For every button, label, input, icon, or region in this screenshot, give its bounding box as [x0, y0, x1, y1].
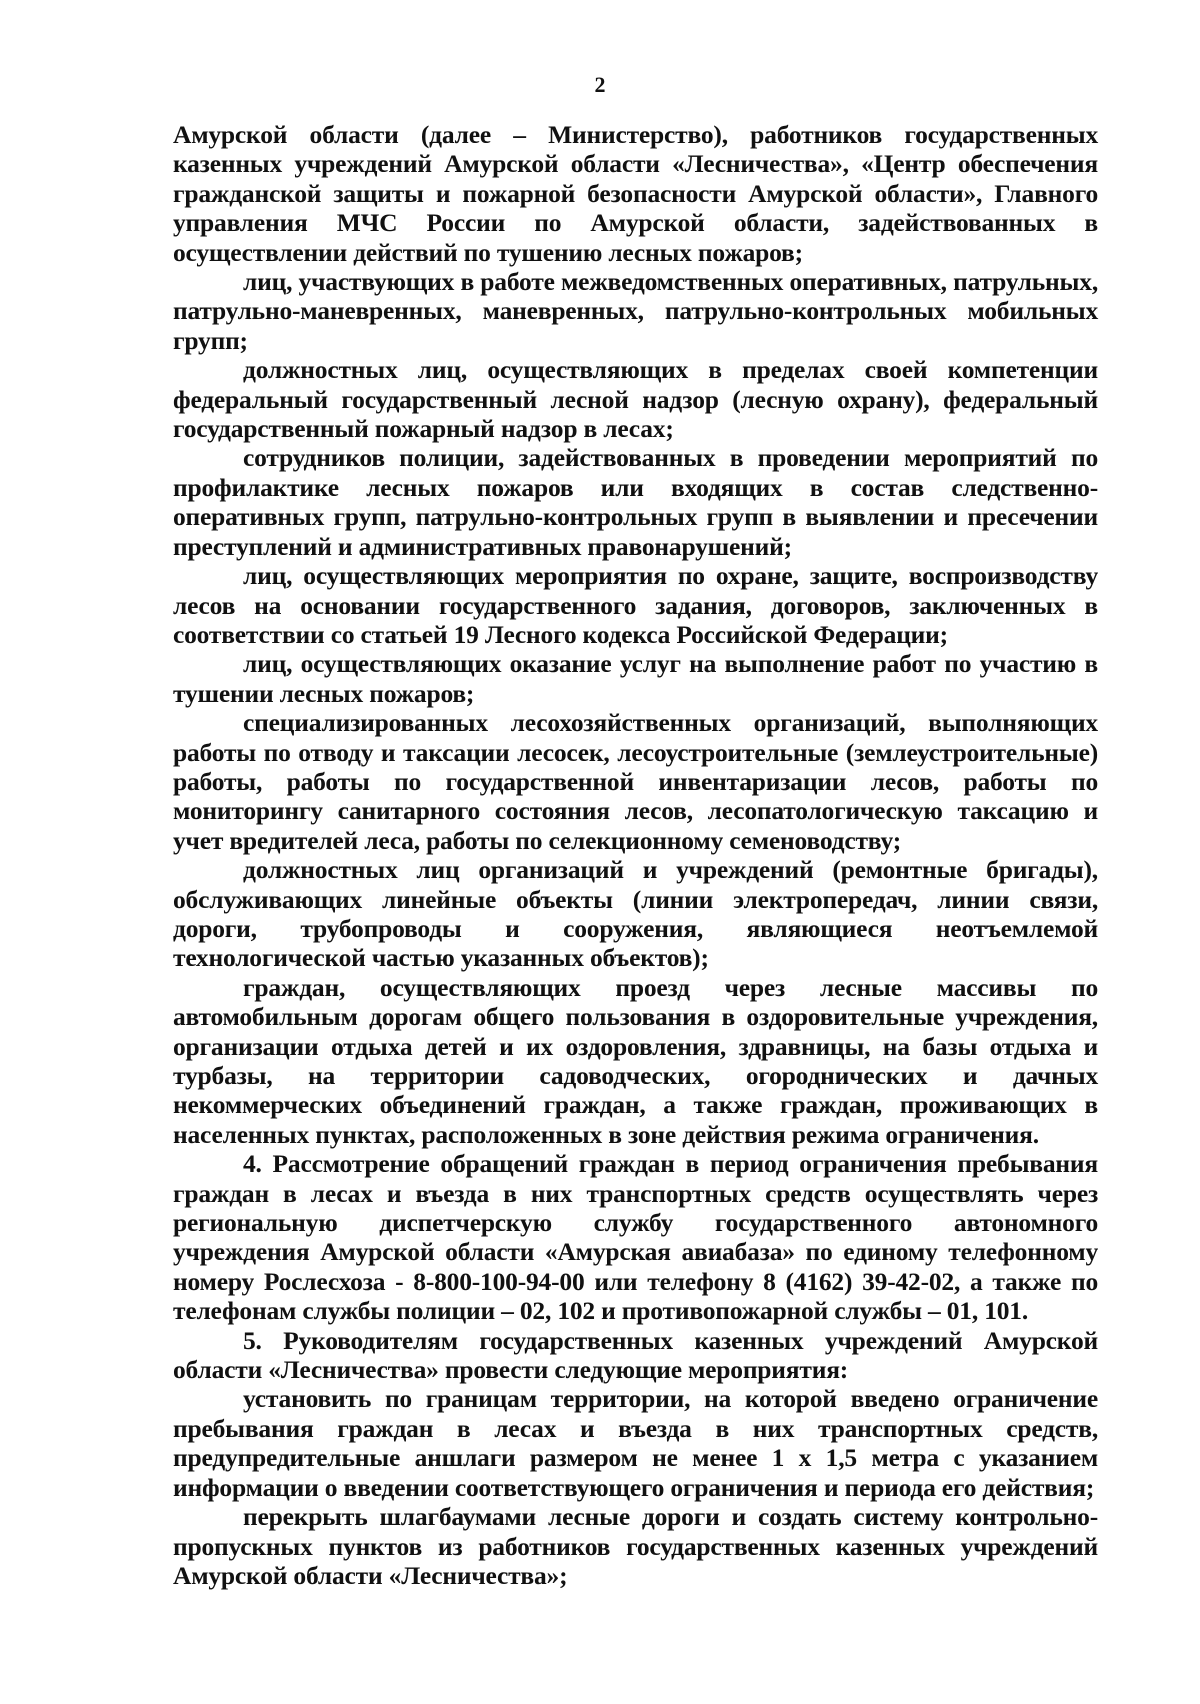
paragraph-firefighting-services: лиц, осуществляющих оказание услуг на выполнение работ по участию в тушении лесных пожаров; — [173, 649, 1098, 708]
paragraph-warning-signs: установить по границам территории, на которой введено ограничение пребывания граждан в лесах и въезда в них транспортных средств, предупредительные аншлаги размером не менее 1 х 1,5 метра с указанием информации о введении соответствующего ограничения и периода его действия; — [173, 1384, 1098, 1502]
paragraph-operational-groups: лиц, участвующих в работе межведомственных оперативных, патрульных, патрульно-маневренных, маневренных, патрульно-контрольных мобильных групп; — [173, 267, 1098, 355]
paragraph-citizens-passage: граждан, осуществляющих проезд через лесные массивы по автомобильным дорогам общего пользования в оздоровительные учреждения, организации отдыха детей и их оздоровления, здравницы, на базы отдыха и турбазы, на территории садоводческих, огороднических и дачных некоммерческих объединений граждан, а также граждан, проживающих в населенных пунктах, расположенных в зоне действия режима ограничения. — [173, 972, 1098, 1149]
paragraph-forest-supervision: должностных лиц, осуществляющих в пределах своей компетенции федеральный государственный лесной надзор (лесную охрану), федеральный государственный пожарный надзор в лесах; — [173, 355, 1098, 444]
document-body — [173, 120, 1098, 1590]
paragraph-item-4: 4. Рассмотрение обращений граждан в период ограничения пребывания граждан в лесах и въезда в них транспортных средств осуществлять через региональную диспетчерскую службу государственного автономного учреждения Амурской области «Амурская авиабаза» по единому телефонному номеру Рослесхоза - 8-800-100-94-00 или телефону 8 (4162) 39-42-02, а также по телефонам службы полиции – 02, 102 и противопожарной службы – 01, 101. — [173, 1149, 1098, 1326]
paragraph-item-5: 5. Руководителям государственных казенных учреждений Амурской области «Лесничества» провести следующие мероприятия: — [173, 1325, 1098, 1385]
paragraph-ministry-workers: Амурской области (далее – Министерство), работников государственных казенных учреждений Амурской области «Лесничества», «Центр обеспечения гражданской защиты и пожарной безопасности Амурской области», Главного управления МЧС России по Амурской области, задействованных в осуществлении действий по тушению лесных пожаров; — [173, 120, 1098, 267]
paragraph-forest-protection: лиц, осуществляющих мероприятия по охране, защите, воспроизводству лесов на основании государственного задания, договоров, заключенных в соответствии со статьей 19 Лесного кодекса Российской Федерации; — [173, 561, 1098, 649]
page-number: 2 — [594, 72, 606, 97]
paragraph-barriers: перекрыть шлагбаумами лесные дороги и создать систему контрольно-пропускных пунктов из работников государственных казенных учреждений Амурской области «Лесничества»; — [173, 1502, 1098, 1590]
paragraph-linear-objects: должностных лиц организаций и учреждений (ремонтные бригады), обслуживающих линейные объекты (линии электропередач, линии связи, дороги, трубопроводы и сооружения, являющиеся неотъемлемой технологической частью указанных объектов); — [173, 855, 1098, 973]
paragraph-forestry-organizations: специализированных лесохозяйственных организаций, выполняющих работы по отводу и таксации лесосек, лесоустроительные (землеустроительные) работы, работы по государственной инвентаризации лесов, работы по мониторингу санитарного состояния лесов, лесопатологическую таксацию и учет вредителей леса, работы по селекционному семеноводству; — [173, 708, 1098, 855]
paragraph-police: сотрудников полиции, задействованных в проведении мероприятий по профилактике лесных пожаров или входящих в состав следственно-оперативных групп, патрульно-контрольных групп в выявлении и пресечении преступлений и административных правонарушений; — [173, 443, 1098, 561]
